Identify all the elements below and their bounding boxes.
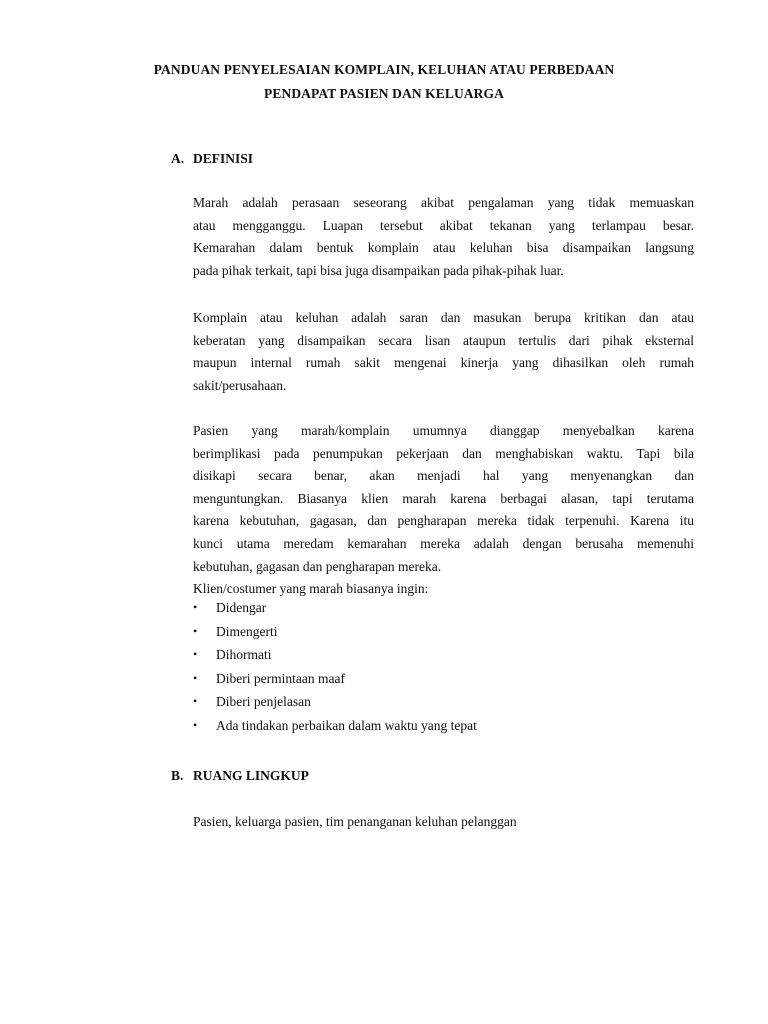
bullet-icon: •: [193, 694, 198, 708]
paragraph-line: berimplikasi pada penumpukan pekerjaan dan menghabiskan waktu. Tapi bila: [193, 445, 694, 461]
paragraph-line: kebutuhan, gagasan dan pengharapan mereka.: [193, 558, 442, 574]
paragraph-line: Marah adalah perasaan seseorang akibat pengalaman yang tidak memuaskan: [193, 195, 694, 210]
paragraph-line: karena kebutuhan, gagasan, dan pengharapan mereka tidak terpenuhi. Karena itu: [193, 513, 694, 529]
section-b-number: B.: [171, 768, 184, 783]
paragraph-line: Pasien yang marah/komplain umumnya dianggap menyebalkan karena: [193, 423, 694, 438]
section-b-paragraph-1: [193, 811, 694, 834]
bullet-icon: •: [193, 717, 198, 732]
list-item-text: Diberi permintaan maaf: [216, 670, 345, 686]
paragraph-line: kunci utama meredam kemarahan mereka adalah dengan berusaha memenuhi: [193, 535, 694, 551]
paragraph-line: keberatan yang disampaikan secara lisan ataupun tertulis dari pihak eksternal: [193, 332, 694, 348]
section-a-title: DEFINISI: [193, 151, 254, 166]
list-item-text: Didengar: [216, 600, 267, 615]
paragraph-line: maupun internal rumah sakit mengenai kinerja yang dihasilkan oleh rumah: [193, 355, 694, 371]
paragraph-line: atau mengganggu. Luapan tersebut akibat tekanan yang terlampau besar.: [193, 217, 694, 233]
section-a-number: A.: [171, 151, 185, 166]
paragraph-line: Pasien, keluarga pasien, tim penanganan keluhan pelanggan: [193, 814, 517, 829]
document-title-line-2: PENDAPAT PASIEN DAN KELUARGA: [264, 86, 504, 101]
list-item-text: Diberi penjelasan: [216, 694, 311, 709]
paragraph-line: pada pihak terkait, tapi bisa juga disampaikan pada pihak-pihak luar.: [193, 262, 564, 278]
bullet-icon: •: [193, 647, 198, 661]
paragraph-line: disikapi secara benar, akan menjadi hal yang menyenangkan dan: [193, 468, 694, 484]
section-a-paragraph-2: [193, 307, 694, 397]
paragraph-line: Komplain atau keluhan adalah saran dan masukan berupa kritikan dan atau: [193, 310, 694, 325]
paragraph-line: sakit/perusahaan.: [193, 377, 287, 393]
paragraph-line: Kemarahan dalam bentuk komplain atau keluhan bisa disampaikan langsung: [193, 240, 694, 256]
section-a-paragraph-1: [193, 192, 694, 282]
bullet-icon: •: [193, 600, 198, 614]
section-b-title: RUANG LINGKUP: [193, 768, 309, 783]
paragraph-line: menguntungkan. Biasanya klien marah karena berbagai alasan, tapi terutama: [193, 490, 694, 506]
bullet-icon: •: [193, 623, 198, 638]
list-item-text: Dihormati: [216, 647, 272, 662]
section-a-paragraph-3: [193, 420, 694, 601]
bullet-icon: •: [193, 670, 198, 685]
section-b-heading: [171, 768, 309, 784]
section-a-heading: [171, 151, 253, 167]
document-title-line-1: PANDUAN PENYELESAIAN KOMPLAIN, KELUHAN ATAU PERBEDAAN: [153, 62, 615, 77]
list-item-text: Dimengerti: [216, 623, 278, 639]
paragraph-line: Klien/costumer yang marah biasanya ingin:: [193, 581, 429, 597]
list-item-text: Ada tindakan perbaikan dalam waktu yang tepat: [216, 717, 477, 733]
